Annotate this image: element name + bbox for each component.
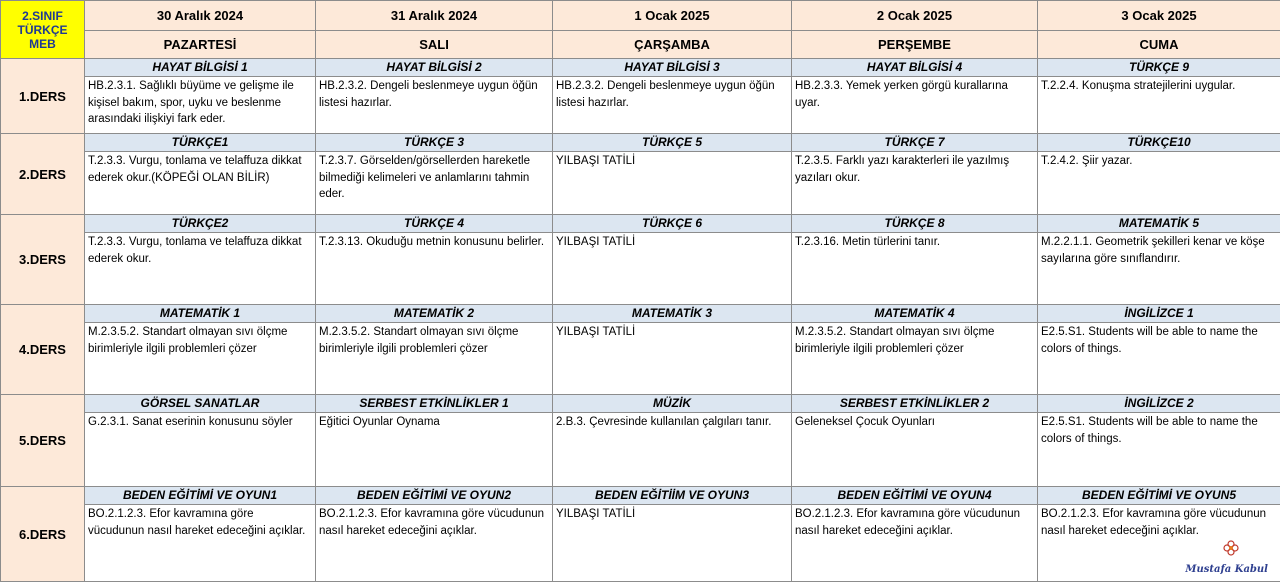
lesson-title: MATEMATİK 3 xyxy=(553,305,791,323)
class-label-line-3: MEB xyxy=(29,36,56,51)
lesson-title: HAYAT BİLGİSİ 2 xyxy=(316,59,552,77)
lesson-title: HAYAT BİLGİSİ 4 xyxy=(792,59,1037,77)
lesson-outcome: YILBAŞI TATİLİ xyxy=(556,236,636,248)
lesson-cell xyxy=(553,215,792,305)
lesson-cell xyxy=(85,215,316,305)
flower-icon xyxy=(1222,539,1240,562)
lesson-outcome: YILBAŞI TATİLİ xyxy=(556,326,636,338)
date-monday: 30 Aralık 2024 xyxy=(85,1,316,31)
lesson-outcome: M.2.3.5.2. Standart olmayan sıvı ölçme birimleriyle ilgili problemleri çözer xyxy=(88,326,288,355)
lesson-title: TÜRKÇE1 xyxy=(85,134,315,152)
date-thursday: 2 Ocak 2025 xyxy=(792,1,1038,31)
lesson-cell xyxy=(792,395,1038,487)
lesson-cell xyxy=(1038,395,1280,487)
lesson-outcome: Geleneksel Çocuk Oyunları xyxy=(795,416,935,428)
lesson-outcome: M.2.2.1.1. Geometrik şekilleri kenar ve köşe sayılarına göre sınıflandırır. xyxy=(1041,236,1265,265)
lesson-cell xyxy=(553,134,792,215)
date-friday: 3 Ocak 2025 xyxy=(1038,1,1280,31)
class-label-cell xyxy=(1,1,85,59)
day-thursday: PERŞEMBE xyxy=(792,31,1038,59)
lesson-cell xyxy=(1038,305,1280,395)
lesson-cell xyxy=(85,487,316,582)
lesson-title: İNGİLİZCE 1 xyxy=(1038,305,1280,323)
signature xyxy=(1178,539,1268,579)
lesson-outcome: HB.2.3.3. Yemek yerken görgü kurallarına uyar. xyxy=(795,80,1008,109)
lesson-title: TÜRKÇE 8 xyxy=(792,215,1037,233)
lesson-outcome: HB.2.3.1. Sağlıklı büyüme ve gelişme ile kişisel bakım, spor, uyku ve beslenme arasındaki ilişkiyi fark eder. xyxy=(88,80,294,125)
lesson-cell xyxy=(553,487,792,582)
day-wednesday: ÇARŞAMBA xyxy=(553,31,792,59)
lesson-outcome: YILBAŞI TATİLİ xyxy=(556,508,636,520)
lesson-cell xyxy=(1038,215,1280,305)
lesson-cell xyxy=(792,59,1038,134)
lesson-cell xyxy=(1038,134,1280,215)
lesson-cell xyxy=(792,215,1038,305)
lesson-title: TÜRKÇE 3 xyxy=(316,134,552,152)
lesson-title: HAYAT BİLGİSİ 1 xyxy=(85,59,315,77)
day-row xyxy=(1,31,1280,59)
lesson-cell xyxy=(316,395,553,487)
lesson-outcome: Eğitici Oyunlar Oynama xyxy=(319,416,440,428)
lesson-outcome: T.2.3.3. Vurgu, tonlama ve telaffuza dikkat ederek okur. xyxy=(88,236,302,265)
day-monday: PAZARTESİ xyxy=(85,31,316,59)
day-friday: CUMA xyxy=(1038,31,1280,59)
lesson-period-label: 6.DERS xyxy=(1,487,85,582)
lesson-outcome: T.2.3.5. Farklı yazı karakterleri ile yazılmış yazıları okur. xyxy=(795,155,1010,184)
lesson-period-label: 2.DERS xyxy=(1,134,85,215)
lesson-cell xyxy=(85,395,316,487)
lesson-cell xyxy=(316,305,553,395)
lesson-title: TÜRKÇE 6 xyxy=(553,215,791,233)
lesson-outcome: T.2.3.3. Vurgu, tonlama ve telaffuza dikkat ederek okur.(KÖPEĞİ OLAN BİLİR) xyxy=(88,155,302,184)
lesson-period-label: 5.DERS xyxy=(1,395,85,487)
signature-text: Mustafa Kabul xyxy=(1185,564,1268,575)
lesson-title: BEDEN EĞİTİMİ VE OYUN1 xyxy=(85,487,315,505)
lesson-title: TÜRKÇE10 xyxy=(1038,134,1280,152)
lesson-title: BEDEN EĞİTİMİ VE OYUN5 xyxy=(1038,487,1280,505)
day-tuesday: SALI xyxy=(316,31,553,59)
lesson-outcome: BO.2.1.2.3. Efor kavramına göre vücudunun nasıl hareket edeceğini açıklar. xyxy=(319,508,545,537)
lesson-row-4 xyxy=(1,305,1280,395)
lesson-title: TÜRKÇE 9 xyxy=(1038,59,1280,77)
lesson-title: TÜRKÇE 5 xyxy=(553,134,791,152)
lesson-title: TÜRKÇE 7 xyxy=(792,134,1037,152)
lesson-title: MATEMATİK 2 xyxy=(316,305,552,323)
lesson-title: MÜZİK xyxy=(553,395,791,413)
lesson-cell xyxy=(85,305,316,395)
lesson-outcome: M.2.3.5.2. Standart olmayan sıvı ölçme birimleriyle ilgili problemleri çözer xyxy=(319,326,519,355)
lesson-title: İNGİLİZCE 2 xyxy=(1038,395,1280,413)
lesson-cell xyxy=(792,305,1038,395)
lesson-cell xyxy=(553,395,792,487)
lesson-title: BEDEN EĞİTİMİ VE OYUN2 xyxy=(316,487,552,505)
lesson-cell xyxy=(792,487,1038,582)
lesson-outcome: 2.B.3. Çevresinde kullanılan çalgıları tanır. xyxy=(556,416,772,428)
lesson-title: SERBEST ETKİNLİKLER 2 xyxy=(792,395,1037,413)
date-tuesday: 31 Aralık 2024 xyxy=(316,1,553,31)
lesson-cell xyxy=(553,59,792,134)
lesson-outcome: T.2.2.4. Konuşma stratejilerini uygular. xyxy=(1041,80,1236,92)
lesson-title: MATEMATİK 1 xyxy=(85,305,315,323)
lesson-cell xyxy=(1038,59,1280,134)
lesson-outcome: BO.2.1.2.3. Efor kavramına göre vücudunun nasıl hareket edeceğini açıklar. xyxy=(1041,508,1267,537)
lesson-cell xyxy=(85,134,316,215)
lesson-cell xyxy=(316,59,553,134)
lesson-title: BEDEN EĞİTİMİ VE OYUN4 xyxy=(792,487,1037,505)
date-row xyxy=(1,1,1280,31)
lesson-outcome: M.2.3.5.2. Standart olmayan sıvı ölçme birimleriyle ilgili problemleri çözer xyxy=(795,326,995,355)
lesson-row-2 xyxy=(1,134,1280,215)
lesson-outcome: HB.2.3.2. Dengeli beslenmeye uygun öğün listesi hazırlar. xyxy=(556,80,775,109)
lesson-title: TÜRKÇE2 xyxy=(85,215,315,233)
lesson-outcome: E2.5.S1. Students will be able to name the colors of things. xyxy=(1041,326,1258,355)
lesson-cell xyxy=(316,134,553,215)
lesson-row-6 xyxy=(1,487,1280,582)
date-wednesday: 1 Ocak 2025 xyxy=(553,1,792,31)
lesson-period-label: 4.DERS xyxy=(1,305,85,395)
lesson-outcome: T.2.3.16. Metin türlerini tanır. xyxy=(795,236,941,248)
lesson-row-5 xyxy=(1,395,1280,487)
lesson-period-label: 1.DERS xyxy=(1,59,85,134)
lesson-title: TÜRKÇE 4 xyxy=(316,215,552,233)
lesson-cell xyxy=(85,59,316,134)
lesson-outcome: T.2.3.7. Görselden/görsellerden hareketle bilmediği kelimeleri ve anlamlarını tahmin eder. xyxy=(319,155,530,200)
lesson-cell xyxy=(316,215,553,305)
lesson-title: MATEMATİK 5 xyxy=(1038,215,1280,233)
lesson-cell xyxy=(792,134,1038,215)
class-label-line-1: 2.SINIF xyxy=(22,8,63,23)
lesson-title: SERBEST ETKİNLİKLER 1 xyxy=(316,395,552,413)
lesson-row-3 xyxy=(1,215,1280,305)
lesson-cell xyxy=(316,487,553,582)
lesson-title: BEDEN EĞİTİİM VE OYUN3 xyxy=(553,487,791,505)
lesson-outcome: HB.2.3.2. Dengeli beslenmeye uygun öğün listesi hazırlar. xyxy=(319,80,538,109)
lesson-outcome: BO.2.1.2.3. Efor kavramına göre vücudunun nasıl hareket edeceğini açıklar. xyxy=(88,508,306,537)
lesson-row-1 xyxy=(1,59,1280,134)
lesson-outcome: YILBAŞI TATİLİ xyxy=(556,155,636,167)
lesson-outcome: T.2.3.13. Okuduğu metnin konusunu belirler. xyxy=(319,236,545,248)
class-label-line-2: TÜRKÇE xyxy=(17,22,68,37)
lesson-title: GÖRSEL SANATLAR xyxy=(85,395,315,413)
lesson-title: HAYAT BİLGİSİ 3 xyxy=(553,59,791,77)
lesson-cell xyxy=(553,305,792,395)
lesson-title: MATEMATİK 4 xyxy=(792,305,1037,323)
lesson-outcome: BO.2.1.2.3. Efor kavramına göre vücudunun nasıl hareket edeceğini açıklar. xyxy=(795,508,1021,537)
lesson-outcome: G.2.3.1. Sanat eserinin konusunu söyler xyxy=(88,416,293,428)
lesson-outcome: E2.5.S1. Students will be able to name the colors of things. xyxy=(1041,416,1258,445)
lesson-outcome: T.2.4.2. Şiir yazar. xyxy=(1041,155,1133,167)
lesson-period-label: 3.DERS xyxy=(1,215,85,305)
